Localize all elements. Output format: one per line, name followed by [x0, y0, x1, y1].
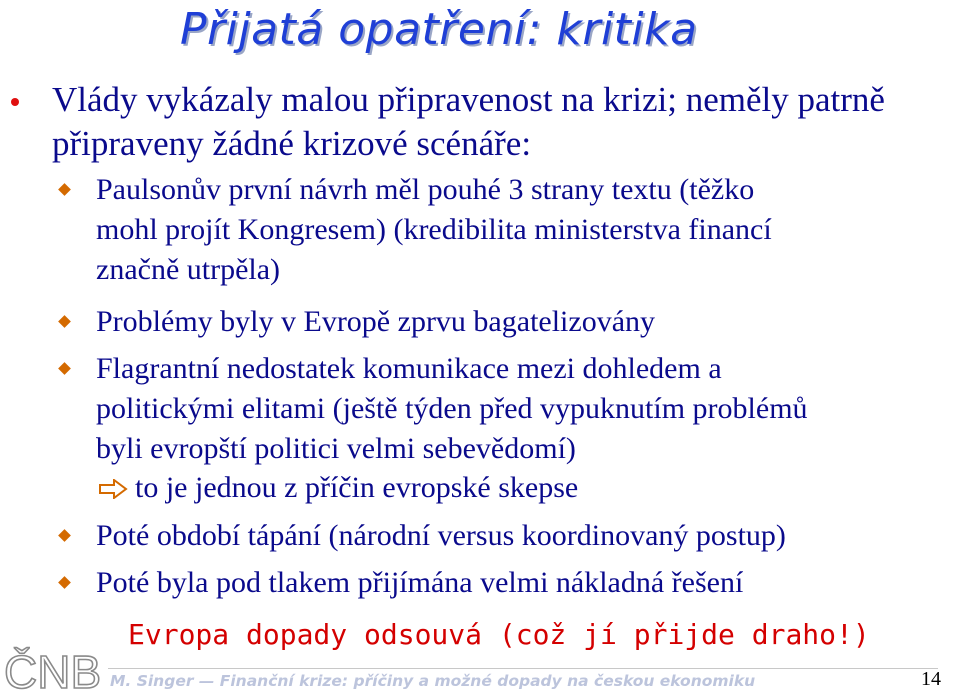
sub-bullet-1: Paulsonův první návrh měl pouhé 3 strany textu (těžko mohl projít Kongresem) (kredibilita ministerstva financí značně utrpěla): [96, 173, 772, 286]
diamond-bullet-icon: [58, 576, 71, 589]
slide-title: Přijatá opatření: kritika: [180, 4, 698, 55]
diamond-bullet-icon: [58, 362, 71, 375]
arrow-note: to je jednou z příčin evropské skepse: [135, 471, 579, 504]
diamond-bullet-icon: [58, 183, 71, 196]
diamond-bullet-icon: [58, 315, 71, 328]
sub-bullet-5: Poté byla pod tlakem přijímána velmi nákladná řešení: [96, 566, 744, 599]
highlight-text: Evropa dopady odsouvá (což jí přijde draho!): [128, 618, 870, 651]
footer-text: M. Singer — Finanční krize: příčiny a možné dopady na českou ekonomiku: [110, 672, 756, 690]
bullet-dot-icon: [11, 98, 19, 106]
diamond-bullet-icon: [58, 529, 71, 542]
arrow-right-icon: [98, 479, 128, 499]
sub-bullet-4: Poté období tápání (národní versus koordinovaný postup): [96, 519, 786, 552]
sub-bullet-3: Flagrantní nedostatek komunikace mezi dohledem a politickými elitami (ještě týden před vypuknutím problémů byli evropští politici velmi sebevědomí): [96, 352, 808, 465]
footer-divider: [108, 668, 938, 669]
main-bullet-text: Vlády vykázaly malou připravenost na krizi; neměly patrně připraveny žádné krizové scénáře:: [52, 80, 885, 163]
page-number: 14: [921, 668, 941, 690]
sub-bullet-2: Problémy byly v Evropě zprvu bagatelizovány: [96, 305, 656, 338]
logo-text: ČNB: [4, 646, 102, 698]
cnb-logo-icon: [2, 640, 102, 698]
